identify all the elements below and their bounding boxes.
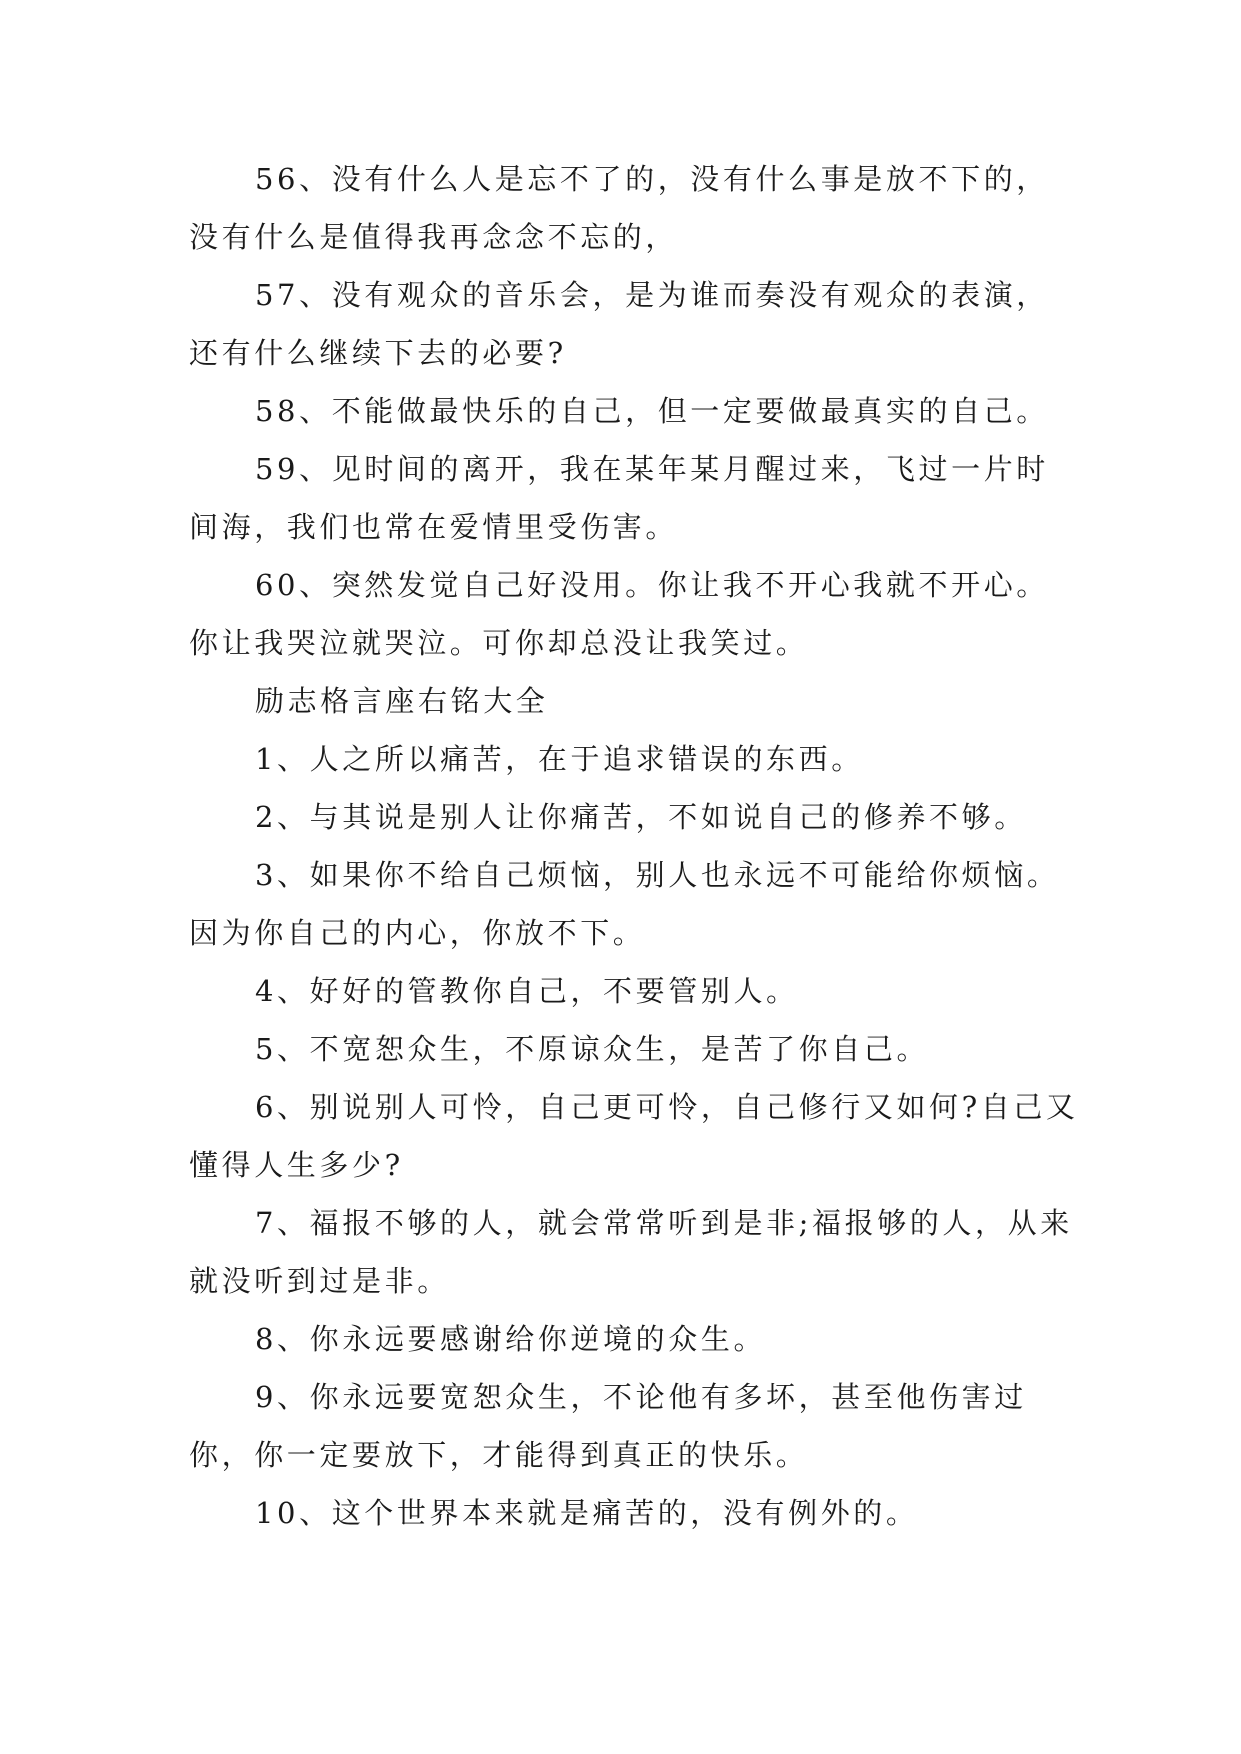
paragraph-6: 6、别说别人可怜，自己更可怜，自己修行又如何?自己又懂得人生多少? [189, 1090, 1079, 1182]
document-body [189, 150, 1079, 1542]
paragraph-59: 59、见时间的离开，我在某年某月醒过来，飞过一片时间海，我们也常在爱情里受伤害。 [189, 452, 1049, 544]
section-heading: 励志格言座右铭大全 [255, 684, 549, 718]
paragraph-60: 60、突然发觉自己好没用。你让我不开心我就不开心。你让我哭泣就哭泣。可你却总没让我笑过。 [189, 568, 1049, 660]
paragraph-1: 1、人之所以痛苦，在于追求错误的东西。 [255, 742, 864, 776]
paragraph-56: 56、没有什么人是忘不了的，没有什么事是放不下的，没有什么是值得我再念念不忘的， [189, 162, 1049, 254]
paragraph-58: 58、不能做最快乐的自己，但一定要做最真实的自己。 [255, 394, 1049, 428]
paragraph-9: 9、你永远要宽恕众生，不论他有多坏，甚至他伤害过你，你一定要放下，才能得到真正的快乐。 [189, 1380, 1027, 1472]
paragraph-2: 2、与其说是别人让你痛苦，不如说自己的修养不够。 [255, 800, 1027, 834]
paragraph-7: 7、福报不够的人，就会常常听到是非;福报够的人，从来就没听到过是非。 [189, 1206, 1073, 1298]
paragraph-5: 5、不宽恕众生，不原谅众生，是苦了你自己。 [255, 1032, 930, 1066]
paragraph-8: 8、你永远要感谢给你逆境的众生。 [255, 1322, 767, 1356]
paragraph-4: 4、好好的管教你自己，不要管别人。 [255, 974, 799, 1008]
paragraph-57: 57、没有观众的音乐会，是为谁而奏没有观众的表演，还有什么继续下去的必要? [189, 278, 1049, 370]
paragraph-10: 10、这个世界本来就是痛苦的，没有例外的。 [255, 1496, 919, 1530]
paragraph-3: 3、如果你不给自己烦恼，别人也永远不可能给你烦恼。因为你自己的内心，你放不下。 [189, 858, 1060, 950]
